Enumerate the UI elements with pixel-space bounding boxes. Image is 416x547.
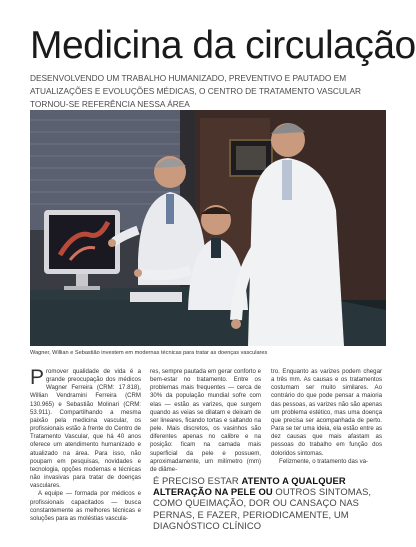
- body-column-1: [30, 368, 141, 523]
- pull-quote: [153, 475, 393, 531]
- article-photo: [30, 110, 386, 346]
- paragraph: [30, 368, 141, 490]
- paragraph: tro. Enquanto as varizes podem chegar a três mm. As causas e os tratamentos costumam ser muito similares. Ao contrário do que pode pensar a maioria das pessoas, as varizes não são apenas um problema estético, mas uma doença que precisa ser acompanhada de perto. Para se ter uma ideia, ela estão entre as dez causas que mais afastam as pessoas do trabalho em função dos doloridos sintomas.: [271, 368, 382, 457]
- article-deck: DESENVOLVENDO UM TRABALHO HUMANIZADO, PREVENTIVO E PAUTADO EM ATUALIZAÇÕES E EVOLUÇÕES MÉDICAS, O CENTRO DE TRATAMENTO VASCULAR TORNOU-SE REFERÊNCIA NESSA ÁREA: [30, 73, 362, 109]
- body-column-2: [150, 368, 261, 474]
- paragraph: Felizmente, o tratamento das va-: [279, 457, 369, 465]
- doctors-photo-illustration: [30, 110, 386, 346]
- pull-quote-emphasis: ATENTO A QUALQUER ALTERAÇÃO NA PELE OU: [153, 475, 346, 498]
- pull-quote-text: É PRECISO ESTAR: [153, 475, 242, 486]
- article-title: Medicina da circulação: [30, 24, 416, 67]
- pull-quote-text: OUTROS SINTOMAS, COMO QUEIMAÇÃO, DOR OU CANSAÇO NAS PERNAS, E FAZER, PERIODICAMENTE, UM DIAGNÓSTICO CLÍNICO: [153, 486, 372, 531]
- paragraph: res, sempre pautada em gerar conforto e bem-estar no tratamento. Entre os problemas mais frequentes — cerca de 30% da população mundial sofre com elas — estão as varizes, que surgem quando as veias se dilatam e deixam de ser lineares, ficando tortas e saltando na pele. Mais discretos, os vasinhos são diferentes apenas no calibre e na posição: ficam na camada mais superficial da pele e possuem, aproximadamente, um milímetro (mm) de diâme-: [150, 368, 261, 473]
- photo-caption: Wagner, Willian e Sebastião investem em modernas técnicas para tratar as doenças vasculares: [30, 350, 268, 356]
- drop-cap: P: [30, 366, 45, 389]
- body-column-3: [271, 368, 382, 466]
- paragraph-text: romover qualidade de vida é a grande preocupação dos médicos Wagner Ferreira (CRM: 17.818), Willian Vendramini Ferreira (CRM 130.965) e Sebastião Molinari (CRM: 53.911). Compartilhando a mesma paixão pela medicina vascular, os profissionais estão à frente do Centro de Tratamento Vascular, que há 40 anos oferece um atendimento humanizado e atualizado na área. Para isso, não poupam em pesquisas, novidades e tecnologia, opções modernas e técnicas não invasivas para tratar de doenças vasculares.: [30, 368, 141, 490]
- paragraph: A equipe — formada por médicos e profissionais capacitados — busca constantemente as melhores técnicas e soluções para as moléstias vascula-: [30, 490, 141, 522]
